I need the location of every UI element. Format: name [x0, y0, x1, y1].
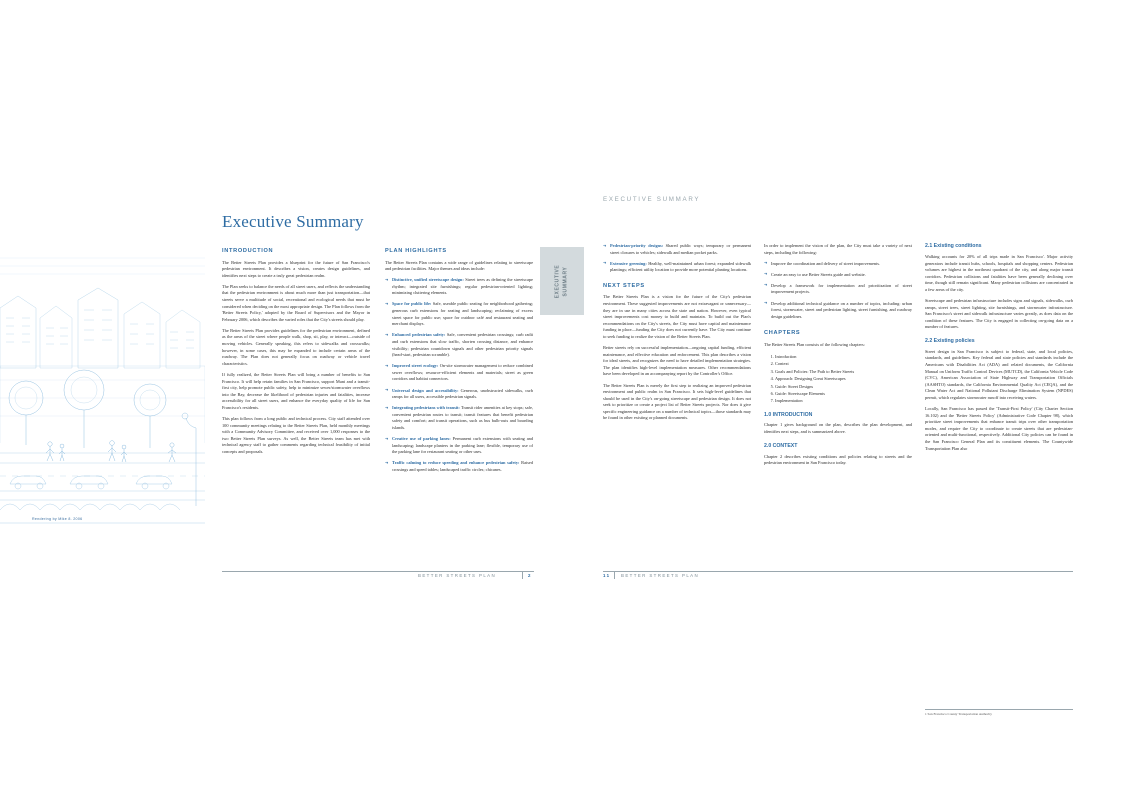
footer-divider-right [603, 571, 1073, 572]
list-item-text: Improve the coordination and delivery of street improvements. [771, 260, 881, 266]
list-item-text: Healthy, well-maintained urban forest; expanded sidewalk plantings; efficient utility location to provide more potential planting locations. [610, 260, 751, 273]
paragraph: The Better Streets Plan provides a blueprint for the future of San Francisco's pedestrian environment. It describes a vision, creates design guidelines, and identifies next steps to create a truly great pedestrian realm. [222, 259, 370, 278]
list-item [764, 272, 912, 279]
paragraph: Chapter 2 describes existing conditions and policies relating to streets and the pedestrian environment in San Francisco today. [764, 453, 912, 466]
paragraph: The Better Streets Plan is merely the first step to realizing an improved pedestrian environment and public realm in San Francisco. It sets high-level guidelines that should be used in the City's on-going streetscape and pedestrian design. It does not seek to prioritize or create a project list of Better Streets projects. Nor does it give specific engineering guidance on a number of technical topics—those standards may be found in other existing or planned documents. [603, 382, 751, 421]
list-item-text: Safe, useable public seating for neighborhood gathering; generous curb extensions for seating and landscaping; reclaiming of excess street space for public use; space for outdoor café and restaurant seating and merchant displays. [392, 301, 533, 327]
list-item-text: Shared public ways; temporary or permanent street closures to vehicles; sidewalk and median pocket parks. [610, 243, 751, 255]
next-steps-list [764, 261, 912, 321]
list-item: 3. Goals and Policies: The Path to Better Streets [775, 368, 912, 375]
footer-title-left: BETTER STREETS PLAN [418, 573, 497, 578]
list-item-text: Create an easy to use Better Streets guide and website. [771, 271, 866, 277]
list-item [385, 460, 533, 473]
footnote: 1 San Francisco County Transportation Authority [925, 712, 992, 716]
list-item: 1. Introduction [775, 353, 912, 360]
existing-policies-heading: 2.2 Existing policies [925, 337, 975, 344]
cover-illustration [0, 248, 205, 544]
paragraph: If fully realized, the Better Streets Plan will bring a number of benefits to San Francisco. It will help retain families in San Francisco, support Muni and a transit-first city, help promote public safety, help to minimize sewer/stormwater overflows into the Bay, decrease the likelihood of pedestrian injuries and fatalities, increase accessibility for all street users, and enhance the everyday quality of life for San Francisco's residents. [222, 371, 370, 410]
column-existing-conditions [925, 243, 1073, 457]
list-item [603, 261, 751, 274]
list-item-lede: Pedestrian-priority designs: [610, 243, 664, 248]
list-item [764, 261, 912, 268]
paragraph: The Better Streets Plan consists of the following chapters: [764, 341, 865, 347]
list-item [385, 301, 533, 327]
paragraph: This plan follows from a long public and technical process. City staff attended over 100 community meetings relating to the Better Streets Plan, held monthly meetings with a Community Advisory Committee, and received over 1,000 responses to the two Better Streets Plan surveys. As well, the Better Streets team has met with technical agency staff to gather comments regarding technical feasibility of initial concepts and proposals. [222, 415, 370, 454]
paragraph: In order to implement the vision of the plan, the City must take a variety of next steps, including the following: [764, 243, 912, 255]
list-item [603, 243, 751, 256]
list-item-lede: Traffic calming to reduce speeding and enhance pedestrian safety: [392, 460, 520, 466]
paragraph: Streetscape and pedestrian infrastructure includes signs and signals, sidewalks, curb ramps, street trees, street lighting, site furnishings, and stormwater infrastructure. San Francisco's street and sidewalk infrastructure varies greatly, as does data on the condition of these features. The City is engaged in collecting on-going data on a number of features. [925, 297, 1073, 330]
paragraph: Locally, San Francisco has passed the 'Transit-First Policy' (City Charter Section 16.102) and the 'Better Streets Policy' (Administrative Code Chapter 98), which prioritize street improvements that enhance transit trips over other transportation modes, and require the City to coordinate to create streets that are pedestrian-oriented and multi-functional, respectively. Additional City policies can be found in the San Francisco General Plan and its constituent elements. The Countywide Transportation Plan also [925, 406, 1073, 451]
footer-title-right: BETTER STREETS PLAN [621, 573, 700, 578]
list-item-lede: Universal design and accessibility: [392, 387, 459, 393]
list-item: 4. Approach: Designing Great Streetscapes [775, 375, 912, 382]
list-item-lede: Extensive greening: [610, 260, 647, 266]
list-item [385, 388, 533, 401]
footer-separator-left [522, 572, 523, 579]
list-item-lede: Enhanced pedestrian safety: [392, 332, 446, 338]
footer-page-right: 11 [603, 573, 611, 578]
context-subheading: 2.0 CONTEXT [764, 442, 798, 449]
list-item [764, 283, 912, 296]
paragraph: The Better Streets Plan is a vision for the future of the City's pedestrian environment. These suggested improvements are not extravagant or unnecessary—they are in use in many cities across the state and nation. However, even typical street improvements cost money to build and maintain. To build out the Plan's recommendations on the City's streets, the City must have capital and maintenance funding in place—funding the City does not currently have. The City must continue to seek funding to realize the vision of the Better Streets Plan. [603, 294, 751, 339]
column-plan-highlights [385, 247, 533, 478]
list-item-lede: Distinctive, unified streetscape design: [392, 277, 464, 283]
list-item [385, 332, 533, 358]
list-item-text: Raised crossings and speed tables; landscaped traffic circles; chicanes. [392, 460, 533, 472]
list-item-lede: Creative use of parking lanes: [392, 436, 451, 442]
chapters-heading: CHAPTERS [764, 330, 801, 337]
list-item-text: Develop additional technical guidance on a number of topics, including: urban forest, stormwater, street and pedestrian lighting, street furnishing, and roadway design guidelines. [771, 300, 912, 319]
list-item [385, 436, 533, 456]
plan-highlights-list [385, 277, 533, 473]
plan-highlights-list-continued [603, 243, 751, 274]
list-item-text: Safe, convenient pedestrian crossings; curb radii and curb extensions that slow traffic, shorten crossing distance, and enhance visibility; pedestrian countdown signals and other pedestrian priority signals (head-start, pedestrian scramble). [392, 332, 534, 358]
list-item-text: On-site stormwater management to reduce combined sewer overflows; resource-efficient elements and materials; street as green corridors and habitat connectors. [392, 363, 534, 382]
list-item-text: Permanent curb extensions with seating and landscaping; landscape planters in the parking lane; flexible, temporary use of the parking lane for restaurant seating or other uses. [392, 436, 533, 455]
list-item-text: Street trees as defining the streetscape rhythm; integrated site furnishings; regular pedestrian-oriented lighting; minimizing cluttering elements. [392, 277, 533, 296]
chapters-list [764, 353, 912, 405]
existing-conditions-heading: 2.1 Existing conditions [925, 243, 982, 249]
introduction-heading: INTRODUCTION [222, 248, 274, 254]
column-chapters [764, 243, 912, 471]
column-next-steps [603, 243, 751, 427]
list-item [385, 277, 533, 297]
list-item-lede: Integrating pedestrians with transit: [392, 405, 460, 411]
illustration-caption: Rendering by Mike 8. 2006 [32, 517, 83, 521]
paragraph: Street design in San Francisco is subject to federal, state, and local policies, standards, and guidelines. Key federal and state policies and standards include the Americans with Disabilities Act (ADA) and related documents, the California Manual on Uniform Traffic Control Devices (MUTCD), the California Vehicle Code (CVC), American Association of State Highway and Transportation Officials (AASHTO) standards, the California Environmental Quality Act (CEQA), and the Clean Water Act and National Pollutant Discharge Elimination System (NPDES) permit, which regulates stormwater runoff into receiving waters. [925, 348, 1073, 400]
list-item-lede: Space for public life: [392, 301, 432, 307]
paragraph: Walking accounts for 20% of all trips made in San Francisco'. Major activity generators include transit hubs, schools, hospitals and shopping centers. Pedestrian volumes are highest in the northeast quadrant of the city, and along major transit corridors. Pedestrian collisions and fatalities have been generally declining over time, though still remain significant. Many pedestrian collisions are concentrated in a few areas of the city. [925, 253, 1073, 292]
list-item-lede: Improved street ecology: [392, 363, 439, 369]
paragraph: The Better Streets Plan contains a wide range of guidelines relating to streetscape and pedestrian facilities. Major themes and ideas include: [385, 259, 533, 272]
pull-quote-line-1: EXECUTIVE [554, 264, 561, 298]
list-item-text: Transit rider amenities at key stops; safe, convenient pedestrian routes to transit; transit features that benefit pedestrian safety and comfort; and transit operations, such as bus bulb-outs and boarding islands. [392, 405, 533, 430]
introduction-subheading: 1.0 INTRODUCTION [764, 411, 813, 418]
next-steps-heading: NEXT STEPS [603, 282, 645, 289]
paragraph: The Plan seeks to balance the needs of all street users, and reflects the understanding that the pedestrian environment is about much more than just transportation—that streets serve a multitude of social, recreational and ecological needs that must be considered when deciding on the most appropriate design. The Plan follows from the 'Better Streets Policy,' adopted by the Board of Supervisors and the Mayor in February 2006, which describes the varied roles that the City's streets should play. [222, 283, 370, 322]
footnote-divider [925, 709, 1073, 710]
paragraph: The Better Streets Plan provides guidelines for the pedestrian environment, defined as the areas of the street where people walk, shop, sit, play, or interact—outside of moving vehicles. Generally speaking, this refers to sidewalks and crosswalks; however, in some cases, this may be expanded to include certain areas of the roadway. The Plan does not generally focus on roadway or vehicle travel characteristics. [222, 327, 370, 366]
paragraph: Chapter 1 gives background on the plan, describes the plan development, and identifies next steps, and is summarized above. [764, 422, 912, 434]
list-item: 7. Implementation [775, 397, 912, 404]
list-item-text: Generous, unobstructed sidewalks, curb ramps for all users, accessible pedestrian signals. [392, 387, 533, 400]
plan-highlights-heading: PLAN HIGHLIGHTS [385, 248, 447, 254]
list-item [764, 301, 912, 321]
list-item [385, 363, 533, 383]
column-introduction [222, 247, 370, 460]
list-item-text: Develop a framework for implementation and prioritization of street improvement projects. [771, 282, 912, 295]
running-head: EXECUTIVE SUMMARY [603, 196, 701, 203]
page-title: Executive Summary [222, 212, 364, 231]
list-item: 5. Guide: Street Designs [775, 383, 912, 390]
footer-page-left: 2 [528, 573, 532, 578]
list-item: 2. Context [775, 360, 912, 367]
list-item [385, 405, 533, 431]
footer-separator-right [614, 572, 615, 579]
pull-quote-line-2: SUMMARY [562, 266, 568, 296]
paragraph: Better streets rely on successful implementation—ongoing capital funding, efficient maintenance, and effective education and enforcement. This plan describes a vision for ideal streets, and recognizes the need to have detailed implementation strategies. The plan identifies high-level implementation measures. Other recommendations have been developed in an accompanying report by the Controller's Office. [603, 345, 751, 377]
pull-quote [540, 247, 584, 315]
footer-divider-left [222, 571, 534, 572]
list-item: 6. Guide: Streetscape Elements [775, 390, 912, 397]
